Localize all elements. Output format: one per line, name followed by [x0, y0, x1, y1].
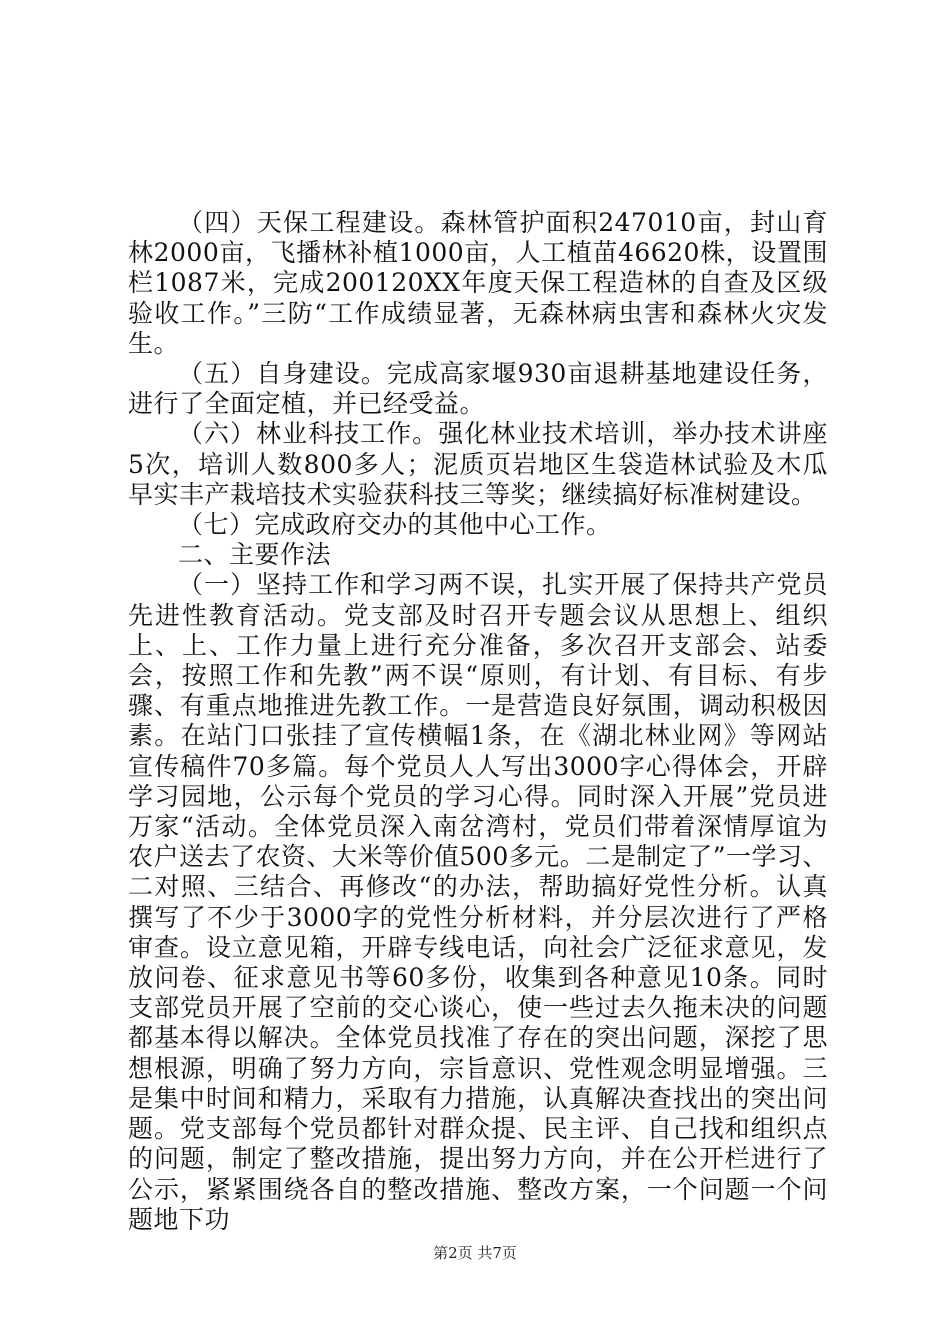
paragraph-party-education: （一）坚持工作和学习两不误，扎实开展了保持共产党员先进性教育活动。党支部及时召开专题会议从思想上、组织上、上、工作力量上进行充分准备，多次召开支部会、站委会，按照工作和先教”两不误“原则，有计划、有目标、有步骤、有重点地推进先教工作。一是营造良好氛围，调动积极因素。在站门口张挂了宣传横幅1条，在《湖北林业网》等网站宣传稿件70多篇。每个党员人人写出3000字心得体会，开辟学习园地，公示每个党员的学习心得。同时深入开展”党员进万家“活动。全体党员深入南岔湾村，党员们带着深情厚谊为农户送去了农资、大米等价值500多元。二是制定了”一学习、二对照、三结合、再修改“的办法，帮助搞好党性分析。认真撰写了不少于3000字的党性分析材料，并分层次进行了严格审查。设立意见箱，开辟专线电话，向社会广泛征求意见，发放问卷、征求意见书等60多份，收集到各种意见10条。同时支部党员开展了空前的交心谈心，使一些过去久拖未决的问题都基本得以解决。全体党员找准了存在的突出问题，深挖了思想根源，明确了努力方向，宗旨意识、党性观念明显增强。三是集中时间和精力，采取有力措施，认真解决查找出的突出问题。党支部每个党员都针对群众提、民主评、自己找和组织点的问题，制定了整改措施，提出努力方向，并在公开栏进行了公示，紧紧围绕各自的整改措施、整改方案，一个问题一个问题地下功 [128, 570, 829, 1234]
paragraph-government-tasks: （七）完成政府交办的其他中心工作。 [178, 510, 612, 540]
paragraph-tianbao: （四）天保工程建设。森林管护面积247010亩，封山育林2000亩，飞播林补植1000亩，人工植苗46620株，设置围栏1087米，完成200120XX年度天保工程造林的自查及区级验收工作。”三防“工作成绩显著，无森林病虫害和森林火灾发生。 [128, 208, 828, 358]
paragraph-forestry-tech: （六）林业科技工作。强化林业技术培训，举办技术讲座5次，培训人数800多人；泥质页岩地区生袋造林试验及木瓜早实丰产栽培技术实验获科技三等奖；继续搞好标准树建设。 [128, 419, 828, 509]
paragraph-self-construction: （五）自身建设。完成高家堰930亩退耕基地建设任务，进行了全面定植，并已经受益。 [128, 359, 828, 419]
document-body [128, 208, 828, 1235]
section-heading-main-practices: 二、主要作法 [178, 540, 332, 570]
page-number-footer: 第2页 共7页 [433, 1244, 517, 1262]
